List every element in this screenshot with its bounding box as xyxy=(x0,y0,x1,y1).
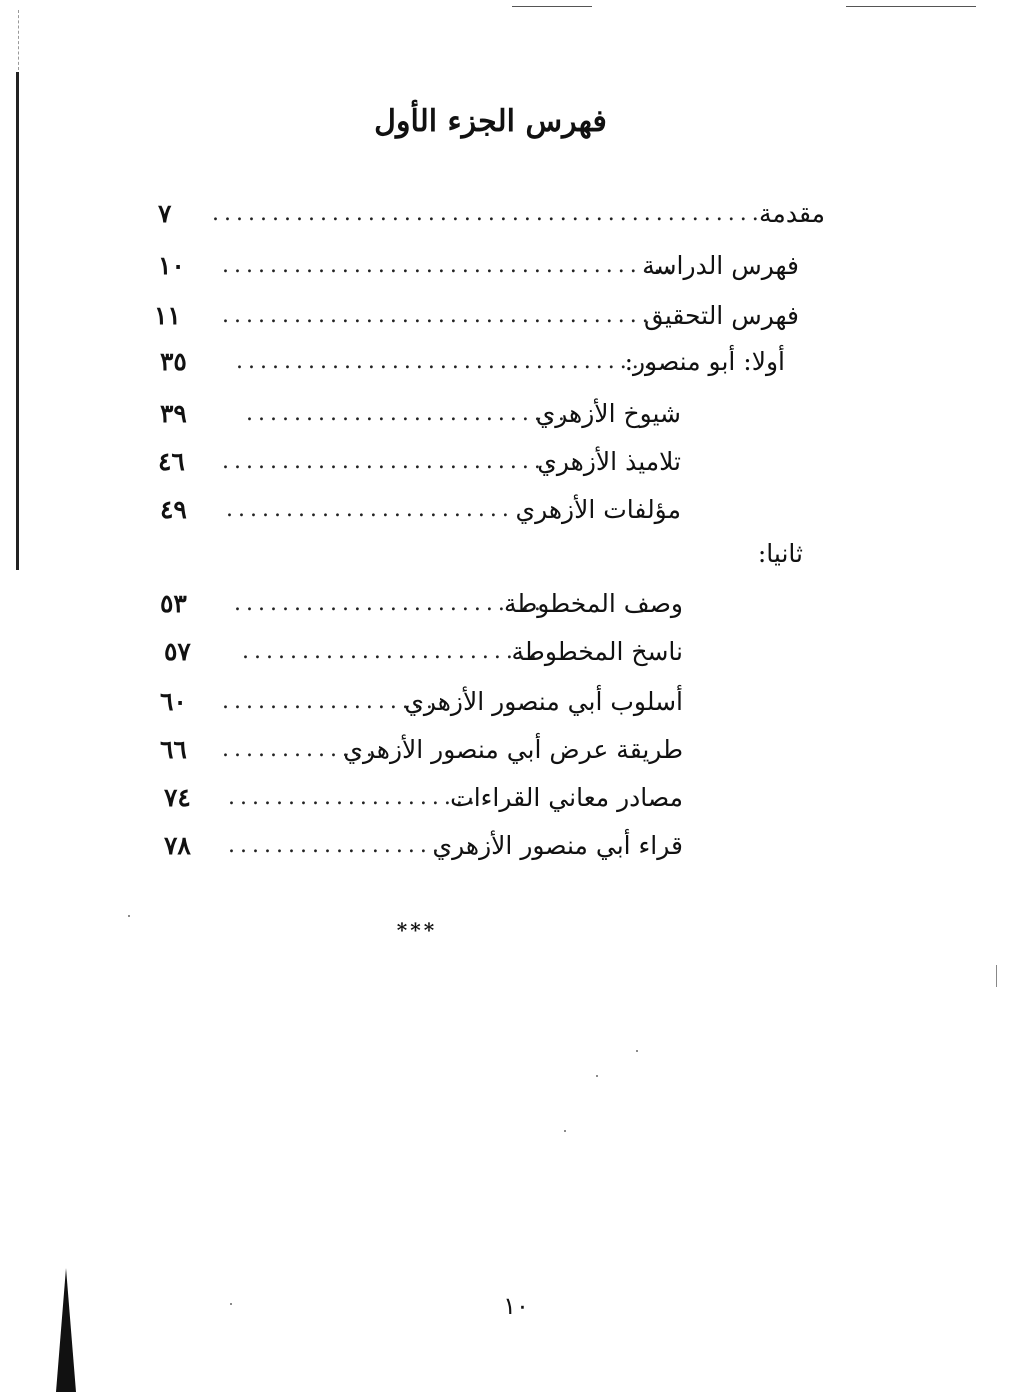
toc-entry-label: وصف المخطوطة xyxy=(503,589,683,618)
toc-entry-page: ٥٧ xyxy=(164,637,191,666)
section-heading: ثانيا: xyxy=(757,539,803,568)
toc-entry-page: ٦٦ xyxy=(160,735,187,764)
toc-entry-page: ٤٩ xyxy=(160,495,187,524)
toc-leader-dots: .............................................. xyxy=(212,201,764,226)
page-number: ١٠ xyxy=(503,1292,529,1320)
toc-entry xyxy=(0,730,1013,770)
toc-entry-label: فهرس التحقيق xyxy=(643,301,799,330)
toc-entry-page: ٥٣ xyxy=(160,589,187,618)
toc-entry-label: شيوخ الأزهري xyxy=(535,399,681,428)
toc-entry xyxy=(0,246,1013,286)
toc-entry xyxy=(0,682,1013,722)
toc-entry-page: ٦٠ xyxy=(160,687,187,716)
section-separator: *** xyxy=(396,918,438,942)
toc-entry-page: ٧٤ xyxy=(164,783,191,812)
scan-speck xyxy=(128,915,130,917)
toc-entry-label: أولا: أبو منصور: xyxy=(624,347,785,376)
toc-entry xyxy=(0,778,1013,818)
toc-entry-page: ٧٨ xyxy=(164,831,191,860)
page-title-text: فهرس الجزء الأول xyxy=(374,104,607,139)
scan-speck xyxy=(596,1075,598,1077)
toc-leader-dots: ................... xyxy=(228,833,456,858)
scan-left-ticks xyxy=(18,10,20,70)
toc-entry-label: ناسخ المخطوطة xyxy=(511,637,683,666)
toc-leader-dots: .................. xyxy=(222,689,438,714)
toc-entry-label: مقدمة xyxy=(759,199,825,228)
scan-right-mark xyxy=(996,965,997,987)
scan-left-wedge xyxy=(56,1268,76,1392)
toc-entry-page: ٤٦ xyxy=(158,447,185,476)
toc-entry-label: أسلوب أبي منصور الأزهري xyxy=(404,687,683,716)
toc-leader-dots: ........................... xyxy=(246,401,570,426)
toc-entry-label: مصادر معاني القراءات xyxy=(450,783,683,812)
toc-entry xyxy=(0,296,1013,336)
toc-leader-dots: ........................ xyxy=(226,497,514,522)
toc-entry xyxy=(0,394,1013,434)
toc-entry-label: تلاميذ الأزهري xyxy=(537,447,681,476)
toc-leader-dots: ................................... xyxy=(236,349,656,374)
toc-entry xyxy=(0,632,1013,672)
scan-speck xyxy=(230,1303,232,1305)
toc-leader-dots: .......................... xyxy=(234,591,546,616)
toc-entry-page: ٧ xyxy=(158,199,172,228)
toc-entry-page: ٣٩ xyxy=(160,399,187,428)
toc-entry-label: مؤلفات الأزهري xyxy=(515,495,681,524)
toc-entry-page: ١١ xyxy=(154,301,181,330)
scan-speck xyxy=(564,1130,566,1132)
scan-speck xyxy=(636,1050,638,1052)
toc-leader-dots: ..................... xyxy=(228,785,480,810)
toc-leader-dots: ............................ xyxy=(222,449,558,474)
toc-entry xyxy=(0,490,1013,530)
toc-entry-label: فهرس الدراسة xyxy=(642,251,799,280)
scan-top-rule xyxy=(846,6,976,7)
toc-leader-dots: ...................................... xyxy=(222,253,678,278)
toc-leader-dots: .................................... xyxy=(222,303,654,328)
toc-entry-label: طريقة عرض أبي منصور الأزهري xyxy=(343,735,683,764)
toc-entry xyxy=(0,194,1013,234)
page-title xyxy=(0,104,1013,139)
toc-entry xyxy=(0,826,1013,866)
toc-entry-page: ٣٥ xyxy=(160,347,187,376)
toc-entry xyxy=(0,584,1013,624)
toc-leader-dots: ......................... xyxy=(242,639,542,664)
toc-entry xyxy=(0,342,1013,382)
toc-entry xyxy=(0,442,1013,482)
toc-entry-page: ١٠ xyxy=(158,251,185,280)
toc-entry-label: قراء أبي منصور الأزهري xyxy=(432,831,683,860)
scan-top-rule xyxy=(512,6,592,7)
toc-leader-dots: ............. xyxy=(222,737,378,762)
